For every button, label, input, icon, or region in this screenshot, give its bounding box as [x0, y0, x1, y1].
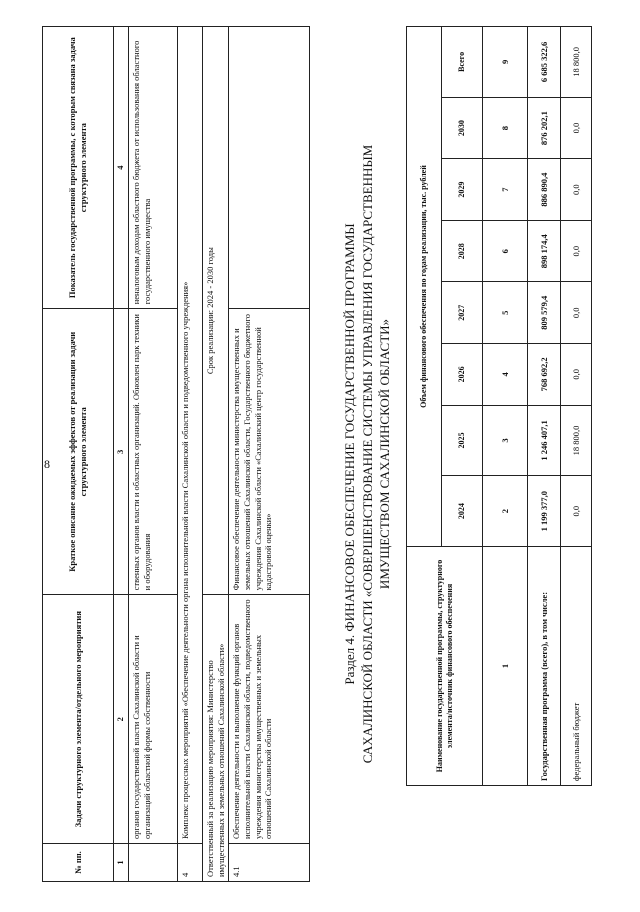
rotated-page-content — [42, 26, 622, 882]
section-heading — [341, 26, 394, 882]
column-number-row — [483, 27, 528, 786]
value-cell: 0,0 — [561, 476, 592, 547]
year-header: 2030 — [442, 97, 483, 159]
value-cell: 1 246 407,1 — [528, 405, 561, 476]
finance-volume-header: Объем финансового обеспечения по годам реализации, тыс. рублей — [407, 27, 442, 547]
row-number — [129, 844, 178, 882]
structural-elements-table — [42, 26, 310, 882]
total-header: Всего — [442, 27, 483, 98]
table-row — [528, 27, 561, 786]
value-cell: 18 800,0 — [561, 405, 592, 476]
column-number: 5 — [483, 282, 528, 344]
column-number-row — [114, 27, 129, 882]
section-heading-line: Раздел 4. ФИНАНСОВОЕ ОБЕСПЕЧЕНИЕ ГОСУДАРСТВЕННОЙ ПРОГРАММЫ — [342, 223, 357, 685]
finance-table — [406, 26, 592, 786]
table-header-row — [43, 27, 114, 882]
year-header: 2024 — [442, 476, 483, 547]
header-number: № пп. — [43, 844, 114, 882]
effect-cell: Финансовое обеспечение деятельности министерства имущественных и земельных отношений Сахалинской области, Государственного бюджетного учреждения Сахалинской области «Сахалинский центр государственной кадастровой оценки» — [229, 309, 310, 595]
section-heading-line: САХАЛИНСКОЙ ОБЛАСТИ «СОВЕРШЕНСТВОВАНИЕ СИСТЕМЫ УПРАВЛЕНИЯ ГОСУДАРСТВЕННЫМ — [359, 144, 375, 764]
column-number: 4 — [114, 27, 129, 309]
year-header: 2025 — [442, 405, 483, 476]
column-number: 3 — [114, 309, 129, 595]
value-cell: 768 692,2 — [528, 344, 561, 406]
value-cell: 809 579,4 — [528, 282, 561, 344]
value-cell: 876 202,1 — [528, 97, 561, 159]
year-header: 2027 — [442, 282, 483, 344]
year-header: 2028 — [442, 220, 483, 282]
column-number: 1 — [114, 844, 129, 882]
indicator-cell — [229, 27, 310, 309]
row-number: 4 — [178, 844, 203, 882]
value-cell: 0,0 — [561, 220, 592, 282]
effect-cell: ственных органов власти и областных организаций. Обновлен парк техники и оборудования — [129, 309, 178, 595]
column-number: 9 — [483, 27, 528, 98]
value-cell: 886 890,4 — [528, 159, 561, 221]
value-cell: 0,0 — [561, 97, 592, 159]
section-heading-line: ИМУЩЕСТВОМ САХАЛИНСКОЙ ОБЛАСТИ» — [377, 318, 393, 590]
value-cell: 0,0 — [561, 344, 592, 406]
row-label: федеральный бюджет — [561, 547, 592, 786]
value-cell: 0,0 — [561, 159, 592, 221]
column-number: 6 — [483, 220, 528, 282]
column-number: 3 — [483, 405, 528, 476]
row-label: Государственная программа (всего), в том числе: — [528, 547, 561, 786]
indicator-cell: неналоговым доходам областного бюджета от использования областного государственного имущества — [129, 27, 178, 309]
table-row — [129, 27, 178, 882]
responsible-cell: Ответственный за реализацию мероприятия: Министерство имущественных и земельных отношений Сахалинской области» — [203, 595, 229, 882]
year-header: 2029 — [442, 159, 483, 221]
process-complex-title: Комплекс процессных мероприятий «Обеспечение деятельности органа исполнительной власти Сахалинской области и подведомственного учреждения» — [178, 27, 203, 844]
value-cell: 0,0 — [561, 282, 592, 344]
finance-header-row — [407, 27, 442, 786]
value-cell: 1 199 377,0 — [528, 476, 561, 547]
task-cell: Обеспечение деятельности и выполнение функций органов исполнительной власти Сахалинской области, подведомственного учреждения министерства имущественных и земельных отношений Сахалинской области — [229, 595, 310, 844]
column-number: 1 — [483, 547, 528, 786]
column-number: 2 — [114, 595, 129, 844]
table-row — [561, 27, 592, 786]
term-cell: Срок реализации: 2024 - 2030 годы — [203, 27, 229, 595]
value-cell: 18 800,0 — [561, 27, 592, 98]
value-cell: 898 174,4 — [528, 220, 561, 282]
column-number: 2 — [483, 476, 528, 547]
finance-label-header: Наименование государственной программы, структурного элемента/источник финансового обеспечения — [407, 547, 483, 786]
year-header: 2026 — [442, 344, 483, 406]
table-row — [178, 27, 203, 882]
column-number: 8 — [483, 97, 528, 159]
page-number: 8 — [44, 457, 50, 471]
header-indicator: Показатель государственной программы, с которым связана задача структурного элемента — [43, 27, 114, 309]
header-tasks: Задачи структурного элемента/отдельного мероприятия — [43, 595, 114, 844]
row-number: 4.1 — [229, 844, 310, 882]
table-row — [229, 27, 310, 882]
column-number: 7 — [483, 159, 528, 221]
task-cell: органов государственной власти Сахалинской области и организаций областной формы собственности — [129, 595, 178, 844]
table-row — [203, 27, 229, 882]
value-cell: 6 685 322,6 — [528, 27, 561, 98]
column-number: 4 — [483, 344, 528, 406]
header-effects: Краткое описание ожидаемых эффектов от реализации задачи структурного элемента — [43, 309, 114, 595]
